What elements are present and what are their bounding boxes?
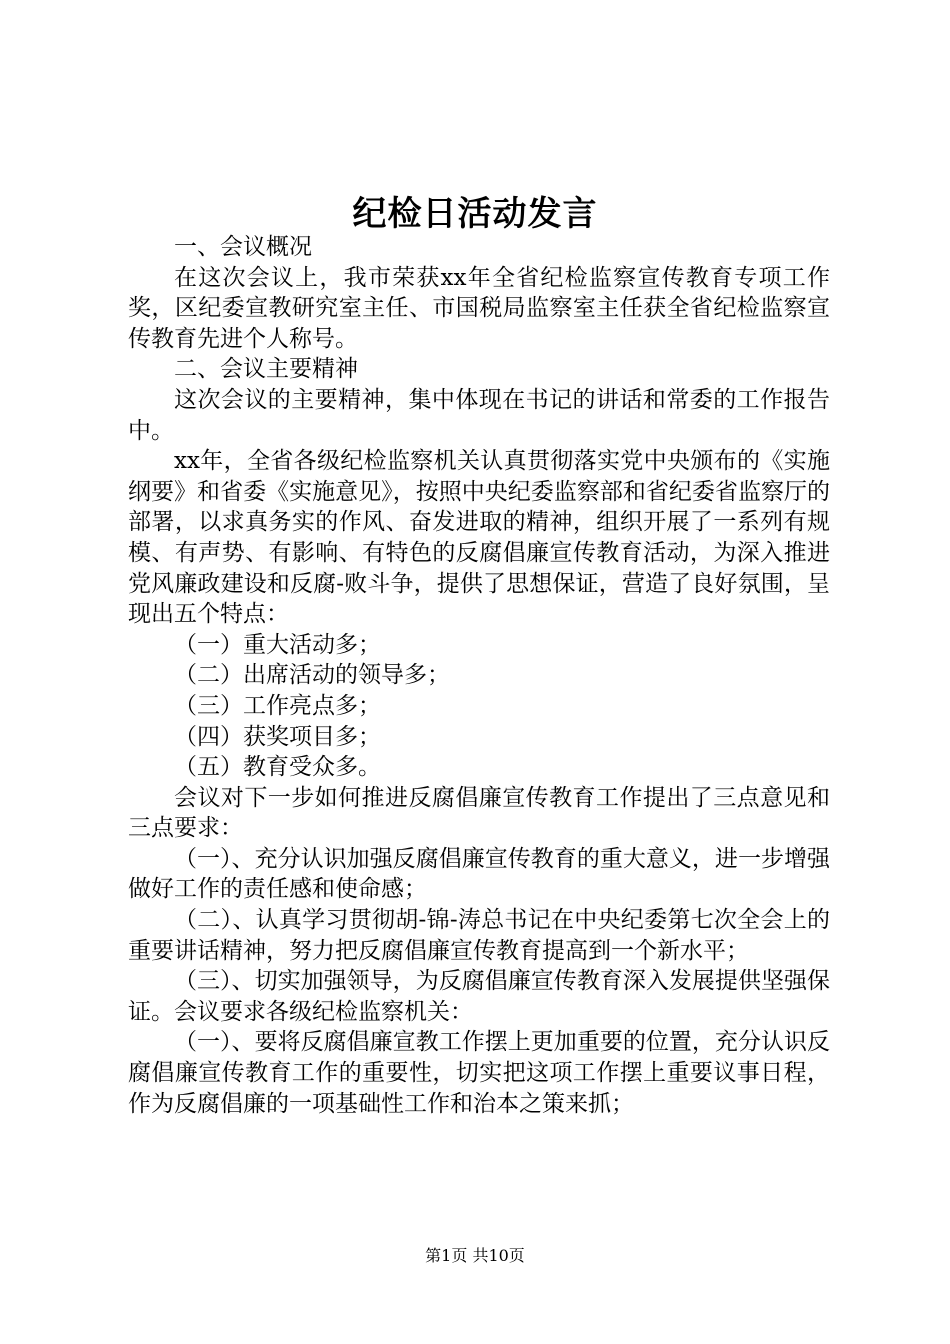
paragraph: 会议对下一步如何推进反腐倡廉宣传教育工作提出了三点意见和三点要求：: [128, 784, 830, 842]
paragraph: 这次会议的主要精神，集中体现在书记的讲话和常委的工作报告中。: [128, 386, 830, 444]
list-item: （二）、认真学习贯彻胡-锦-涛总书记在中央纪委第七次全会上的重要讲话精神，努力把反腐倡廉宣传教育提高到一个新水平；: [128, 907, 830, 964]
paragraph: xx年，全省各级纪检监察机关认真贯彻落实党中央颁布的《实施纲要》和省委《实施意见》，按照中央纪委监察部和省纪委省监察厅的部署，以求真务实的作风、奋发进取的精神，组织开展了一系列有规模、有声势、有影响、有特色的反腐倡廉宣传教育活动，为深入推进党风廉政建设和反腐-败斗争，提供了思想保证，营造了良好氛围，呈现出五个特点：: [128, 448, 830, 628]
list-item: （四）获奖项目多；: [174, 723, 381, 750]
list-item: （五）教育受众多。: [174, 754, 381, 781]
section-heading: 一、会议概况: [174, 234, 312, 260]
list-item: （三）、切实加强领导，为反腐倡廉宣传教育深入发展提供坚强保证。会议要求各级纪检监察机关：: [128, 968, 830, 1025]
list-item: （三）工作亮点多；: [174, 692, 381, 719]
page-number: 第1页 共10页: [425, 1246, 525, 1265]
list-item: （一）、充分认识加强反腐倡廉宣传教育的重大意义，进一步增强做好工作的责任感和使命感；: [128, 845, 830, 903]
paragraph: 在这次会议上，我市荣获xx年全省纪检监察宣传教育专项工作奖，区纪委宣教研究室主任、市国税局监察室主任获全省纪检监察宣传教育先进个人称号。: [128, 264, 830, 352]
section-heading: 二、会议主要精神: [174, 356, 358, 383]
list-item: （一）重大活动多；: [174, 631, 381, 658]
list-item: （一）、要将反腐倡廉宣教工作摆上更加重要的位置，充分认识反腐倡廉宣传教育工作的重要性，切实把这项工作摆上重要议事日程，作为反腐倡廉的一项基础性工作和治本之策来抓；: [128, 1029, 830, 1117]
list-item: （二）出席活动的领导多；: [174, 662, 450, 689]
document-title: 纪检日活动发言: [352, 194, 598, 234]
document-body: [128, 232, 830, 1119]
